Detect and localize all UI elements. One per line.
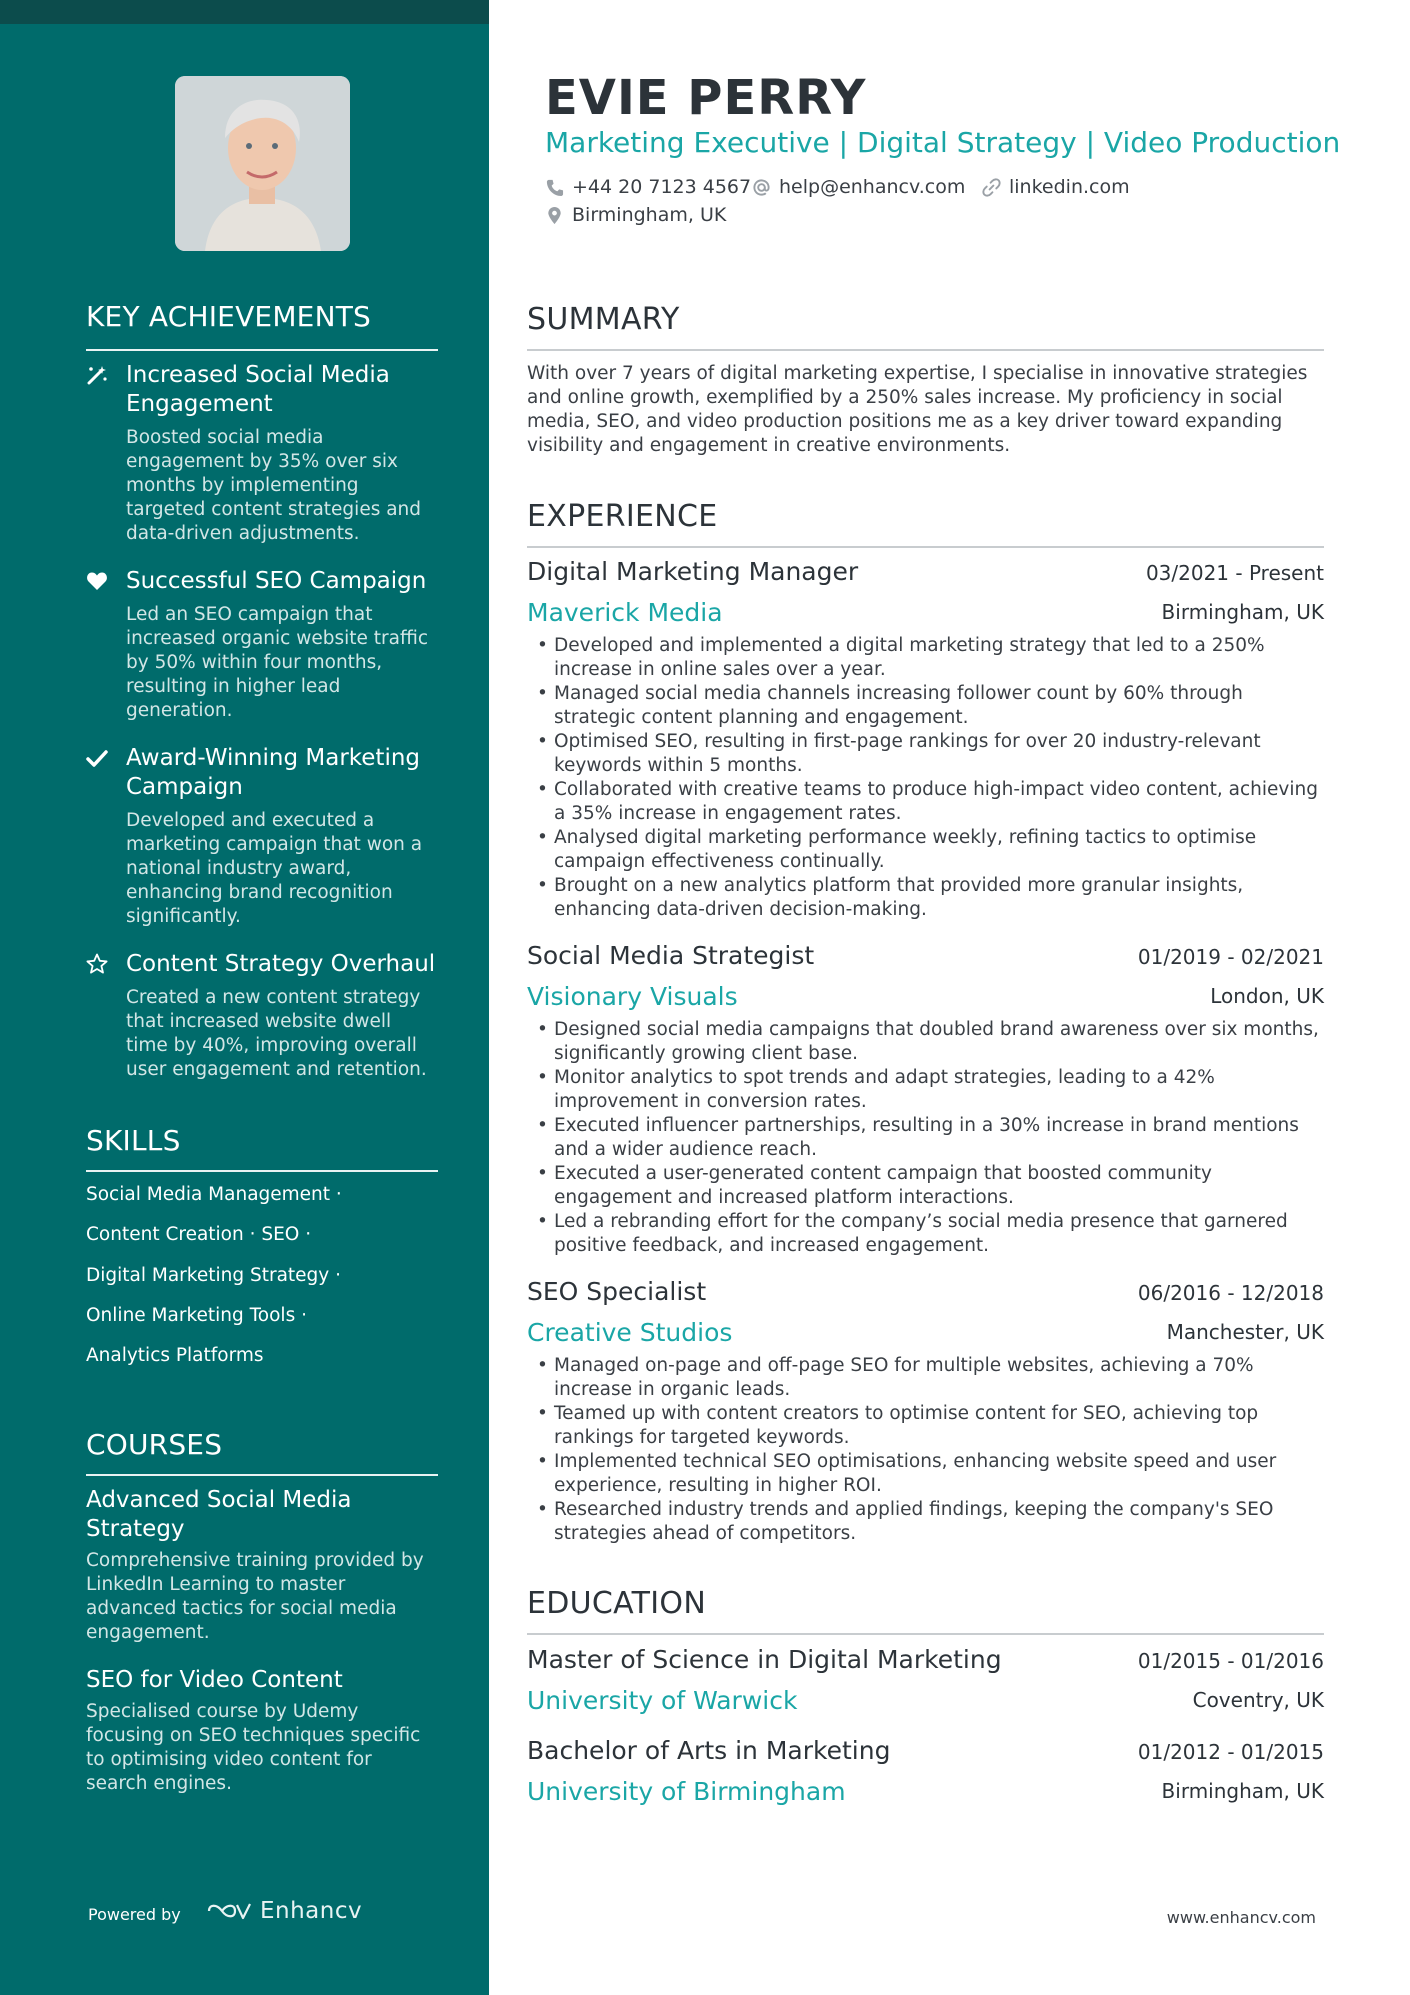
job-bullet: • Monitor analytics to spot trends and adapt strategies, leading to a 42% improvement in conversion rates. <box>527 1066 1324 1114</box>
course-title: Advanced Social Media Strategy <box>86 1487 352 1542</box>
job-bullet: • Executed influencer partnerships, resulting in a 30% increase in brand mentions and a wider audience reach. <box>527 1114 1324 1162</box>
job-dates: 06/2016 - 12/2018 <box>1137 1281 1324 1305</box>
education-heading: EDUCATION <box>527 1586 707 1621</box>
enhancv-logo-icon <box>206 1899 252 1923</box>
achievement-title: Content Strategy Overhaul <box>126 951 436 977</box>
job-bullet: • Developed and implemented a digital marketing strategy that led to a 250% increase in online sales over a year. <box>527 634 1324 682</box>
skill-item: Content Creation · SEO · <box>86 1224 312 1245</box>
footer-url[interactable]: www.enhancv.com <box>1166 1908 1316 1927</box>
job-bullet: • Researched industry trends and applied findings, keeping the company's SEO strategies ahead of competitors. <box>527 1498 1324 1546</box>
enhancv-logo-text: Enhancv <box>260 1898 363 1924</box>
job-bullet: • Collaborated with creative teams to produce high-impact video content, achieving a 35% increase in engagement rates. <box>527 778 1324 826</box>
course-description: Comprehensive training provided by LinkedIn Learning to master advanced tactics for social media engagement. <box>86 1550 424 1643</box>
job-bullet: • Managed on-page and off-page SEO for multiple websites, achieving a 70% increase in organic leads. <box>527 1354 1324 1402</box>
location-text: Birmingham, UK <box>572 204 727 226</box>
link-icon <box>982 178 1001 197</box>
school-location: Coventry, UK <box>1192 1688 1324 1712</box>
degree-title: Bachelor of Arts in Marketing <box>527 1736 891 1765</box>
achievement-title: Successful SEO Campaign <box>126 568 427 594</box>
candidate-name: EVIE PERRY <box>545 70 867 126</box>
email-contact[interactable] <box>752 176 965 198</box>
job-company: Creative Studios <box>527 1318 733 1347</box>
job-title: Social Media Strategist <box>527 941 815 970</box>
location-contact <box>545 204 726 226</box>
job-bullet: • Led a rebranding effort for the company’s social media presence that garnered positive feedback, and increased engagement. <box>527 1210 1324 1258</box>
courses-heading: COURSES <box>86 1428 223 1461</box>
job-bullet-list <box>527 1018 1324 1258</box>
star-icon <box>86 953 108 975</box>
location-pin-icon <box>545 206 564 225</box>
job-location: Birmingham, UK <box>1161 600 1324 624</box>
skills-heading: SKILLS <box>86 1124 181 1157</box>
sidebar-top-bar <box>0 0 489 24</box>
job-title: SEO Specialist <box>527 1277 707 1306</box>
candidate-headline: Marketing Executive | Digital Strategy | Video Production <box>545 126 1341 159</box>
linkedin-contact[interactable] <box>982 176 1130 198</box>
job-bullet: • Teamed up with content creators to optimise content for SEO, achieving top rankings for targeted keywords. <box>527 1402 1324 1450</box>
job-dates: 01/2019 - 02/2021 <box>1137 945 1324 969</box>
at-sign-icon <box>752 178 771 197</box>
achievement-description: Created a new content strategy that increased website dwell time by 40%, improving overall user engagement and retention. <box>126 987 427 1080</box>
checkmark-icon <box>86 747 108 769</box>
job-location: London, UK <box>1210 984 1324 1008</box>
powered-by-label: Powered by <box>88 1905 181 1924</box>
course-title: SEO for Video Content <box>86 1667 343 1693</box>
summary-divider <box>527 349 1324 351</box>
profile-photo <box>175 76 350 251</box>
job-location: Manchester, UK <box>1166 1320 1324 1344</box>
magic-wand-icon <box>86 364 108 386</box>
skill-item: Social Media Management · <box>86 1184 342 1205</box>
achievement-description: Led an SEO campaign that increased organic website traffic by 50% within four months, resulting in higher lead generation. <box>126 604 428 721</box>
achievement-description: Boosted social media engagement by 35% over six months by implementing targeted content strategies and data-driven adjustments. <box>126 427 422 544</box>
job-company: Visionary Visuals <box>527 982 738 1011</box>
job-bullet: • Designed social media campaigns that doubled brand awareness over six months, significantly growing client base. <box>527 1018 1324 1066</box>
enhancv-logo[interactable] <box>206 1898 362 1924</box>
achievement-description: Developed and executed a marketing campaign that won a national industry award, enhancing brand recognition significantly. <box>126 810 423 927</box>
email-text: help@enhancv.com <box>779 176 966 198</box>
experience-heading: EXPERIENCE <box>527 499 718 534</box>
phone-text: +44 20 7123 4567 <box>572 176 752 198</box>
heart-icon <box>86 570 108 592</box>
skill-item: Digital Marketing Strategy · <box>86 1265 341 1286</box>
job-company: Maverick Media <box>527 598 723 627</box>
school-name: University of Birmingham <box>527 1777 846 1806</box>
courses-divider <box>86 1474 438 1476</box>
job-bullet: • Brought on a new analytics platform that provided more granular insights, enhancing data-driven decision-making. <box>527 874 1324 922</box>
achievements-heading: KEY ACHIEVEMENTS <box>86 300 371 333</box>
degree-dates: 01/2015 - 01/2016 <box>1137 1649 1324 1673</box>
job-bullet: • Executed a user-generated content campaign that boosted community engagement and increased platform interactions. <box>527 1162 1324 1210</box>
achievement-title: Increased Social Media Engagement <box>126 362 390 417</box>
job-bullet-list <box>527 634 1324 922</box>
job-bullet: • Optimised SEO, resulting in first-page rankings for over 20 industry-relevant keywords within 5 months. <box>527 730 1324 778</box>
achievement-title: Award-Winning Marketing Campaign <box>126 745 421 800</box>
degree-title: Master of Science in Digital Marketing <box>527 1645 1002 1674</box>
summary-heading: SUMMARY <box>527 302 680 337</box>
education-divider <box>527 1633 1324 1635</box>
job-bullet: • Analysed digital marketing performance weekly, refining tactics to optimise campaign effectiveness continually. <box>527 826 1324 874</box>
degree-dates: 01/2012 - 01/2015 <box>1137 1740 1324 1764</box>
phone-contact <box>545 176 751 198</box>
experience-divider <box>527 546 1324 548</box>
linkedin-text: linkedin.com <box>1009 176 1130 198</box>
school-name: University of Warwick <box>527 1686 798 1715</box>
school-location: Birmingham, UK <box>1161 1779 1324 1803</box>
skills-divider <box>86 1170 438 1172</box>
summary-text: With over 7 years of digital marketing expertise, I specialise in innovative strategies and online growth, exemplified by a 250% sales increase. My proficiency in social media, SEO, and video production positions me as a key driver toward expanding visibility and engagement in creative environments. <box>527 363 1308 456</box>
skill-item: Online Marketing Tools · <box>86 1305 307 1326</box>
phone-icon <box>545 178 564 197</box>
sidebar <box>0 0 489 1995</box>
job-bullet: • Managed social media channels increasing follower count by 60% through strategic content planning and engagement. <box>527 682 1324 730</box>
course-description: Specialised course by Udemy focusing on SEO techniques specific to optimising video content for search engines. <box>86 1701 421 1794</box>
achievements-divider <box>86 349 438 351</box>
job-bullet: • Implemented technical SEO optimisations, enhancing website speed and user experience, resulting in higher ROI. <box>527 1450 1324 1498</box>
job-dates: 03/2021 - Present <box>1145 561 1324 585</box>
skill-item: Analytics Platforms <box>86 1345 264 1366</box>
job-title: Digital Marketing Manager <box>527 557 859 586</box>
job-bullet-list <box>527 1354 1324 1546</box>
